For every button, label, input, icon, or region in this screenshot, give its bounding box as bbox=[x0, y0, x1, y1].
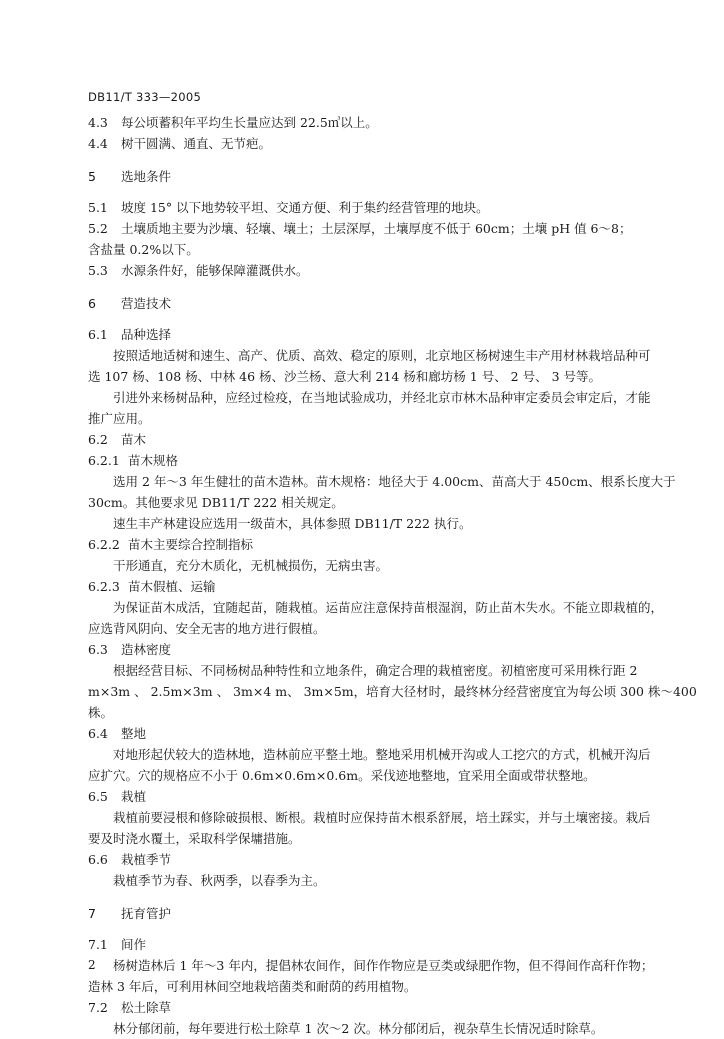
clause-6-2-title: 6.2 苗木 bbox=[88, 432, 147, 447]
section-5-heading: 5 选地条件 bbox=[88, 169, 172, 184]
clause-6-4-p1-cont: 应扩穴。穴的规格应不小于 0.6m×0.6m×0.6m。采伐迹地整地，宜采用全面或带状整地。 bbox=[88, 768, 596, 783]
clause-6-2-1-p1: 选用 2 年～3 年生健壮的苗木造林。苗木规格：地径大于 4.00cm、苗高大于 450cm、根系长度大于 bbox=[113, 474, 676, 489]
clause-6-5-p1-cont: 要及时浇水覆土，采取科学保墉措施。 bbox=[88, 831, 301, 846]
clause-6-6-title: 6.6 栽植季节 bbox=[88, 852, 172, 867]
clause-7-2-title: 7.2 松土除草 bbox=[88, 1000, 172, 1015]
clause-6-3-p1: 根据经营目标、不同杨树品种特性和立地条件，确定合理的栽植密度。初植密度可采用株行距 2 bbox=[113, 663, 638, 678]
clause-6-2-1-title: 6.2.1 苗木规格 bbox=[88, 453, 179, 468]
section-6-heading: 6 营造技术 bbox=[88, 296, 172, 311]
standard-code-header: DB11/T 333—2005 bbox=[88, 90, 202, 104]
clause-6-2-1-p2: 速生丰产林建设应选用一级苗木，具体参照 DB11/T 222 执行。 bbox=[113, 516, 472, 531]
clause-6-1-p2-cont: 推广应用。 bbox=[88, 411, 151, 426]
clause-5-2: 5.2 土壤质地主要为沙壤、轻壤、壤土；土层深厚，土壤厚度不低于 60cm；土壤 pH 值 6～8； bbox=[88, 221, 632, 236]
clause-4-3: 4.3 每公顷蓄积年平均生长量应达到 22.5㎥以上。 bbox=[88, 115, 378, 130]
clause-7-1-title: 7.1 间作 bbox=[88, 937, 147, 952]
clause-5-2-cont: 含盐量 0.2%以下。 bbox=[88, 242, 199, 257]
clause-6-1-p1: 按照适地适树和速生、高产、优质、高效、稳定的原则，北京地区杨树速生丰产用材林栽培品种可 bbox=[113, 348, 651, 363]
clause-6-5-p1: 栽植前要浸根和修除破损根、断根。栽植时应保持苗木根系舒展，培土踩实，并与土壤密接。栽后 bbox=[113, 810, 651, 825]
clause-6-2-2-p1: 干形通直，充分木质化，无机械损伤，无病虫害。 bbox=[113, 558, 389, 573]
clause-4-4: 4.4 树干圆满、通直、无节疤。 bbox=[88, 136, 272, 151]
page-number: 2 bbox=[88, 958, 96, 972]
clause-6-5-title: 6.5 栽植 bbox=[88, 789, 147, 804]
clause-6-2-3-title: 6.2.3 苗木假植、运输 bbox=[88, 579, 216, 594]
clause-7-1-p1: 杨树造林后 1 年～3 年内，提倡林农间作，间作作物应是豆类或绿肥作物，但不得间作高秆作物； bbox=[113, 958, 654, 973]
clause-6-1-p2: 引进外来杨树品种，应经过检疫，在当地试验成功，并经北京市林木品种审定委员会审定后，才能 bbox=[113, 390, 651, 405]
clause-6-4-title: 6.4 整地 bbox=[88, 726, 147, 741]
clause-6-2-3-p1: 为保证苗木成活，宜随起苗，随栽植。运苗应注意保持苗根湿润，防止苗木失水。不能立即栽植的， bbox=[113, 600, 664, 615]
clause-6-3-p1-cont: m×3m 、 2.5m×3m 、 3m×4 m、 3m×5m，培育大径材时，最终林分经营密度宜为每公顷 300 株～400 bbox=[88, 684, 697, 699]
clause-6-3-p1-end: 株。 bbox=[88, 705, 114, 720]
clause-6-2-1-p1-cont: 30cm。其他要求见 DB11/T 222 相关规定。 bbox=[88, 495, 344, 510]
section-7-heading: 7 抚育管护 bbox=[88, 906, 172, 921]
clause-7-2-p1: 林分郁闭前，每年要进行松土除草 1 次～2 次。林分郁闭后，视杂草生长情况适时除草。 bbox=[113, 1021, 604, 1036]
clause-6-1-title: 6.1 品种选择 bbox=[88, 327, 172, 342]
clause-6-4-p1: 对地形起伏较大的造林地，造林前应平整土地。整地采用机械开沟或人工挖穴的方式，机械开沟后 bbox=[113, 747, 651, 762]
clause-5-3: 5.3 水源条件好，能够保障灌溉供水。 bbox=[88, 263, 309, 278]
page-content bbox=[88, 112, 697, 1039]
clause-7-1-p1-cont: 造林 3 年后，可利用林间空地栽培菌类和耐荫的药用植物。 bbox=[88, 979, 417, 994]
clause-6-6-p1: 栽植季节为春、秋两季，以春季为主。 bbox=[113, 873, 326, 888]
clause-5-1: 5.1 坡度 15° 以下地势较平坦、交通方便、利于集约经营管理的地块。 bbox=[88, 200, 489, 215]
clause-6-2-3-p1-cont: 应选背风阴向、安全无害的地方进行假植。 bbox=[88, 621, 326, 636]
clause-6-1-p1-cont: 选 107 杨、108 杨、中林 46 杨、沙兰杨、意大利 214 杨和廊坊杨 1 号、 2 号、 3 号等。 bbox=[88, 369, 601, 384]
clause-6-3-title: 6.3 造林密度 bbox=[88, 642, 172, 657]
clause-6-2-2-title: 6.2.2 苗木主要综合控制指标 bbox=[88, 537, 254, 552]
